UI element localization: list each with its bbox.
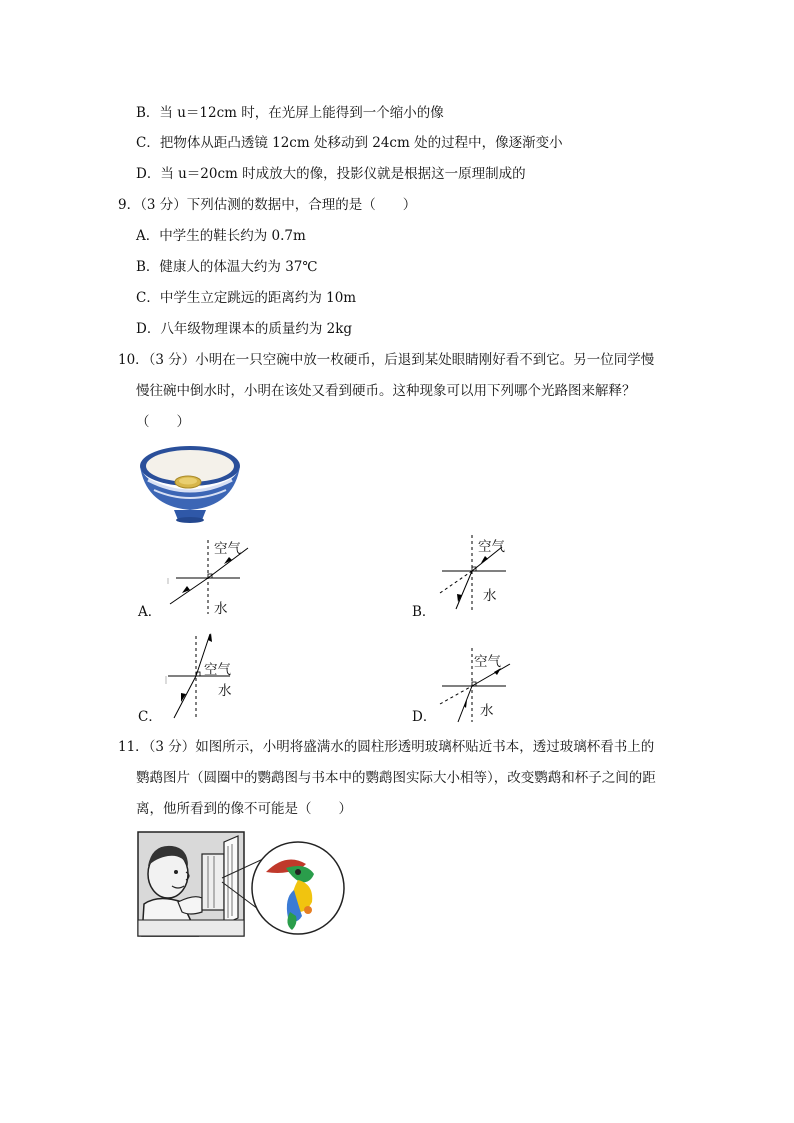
diagram-b-air-label: 空气	[478, 539, 505, 555]
q11-stem-line3: 离，他所看到的像不可能是（ ）	[136, 801, 352, 817]
bowl-coin-image	[138, 444, 242, 524]
diagram-a-water-label: 水	[214, 601, 228, 617]
diagram-b-water-label: 水	[483, 588, 497, 604]
diagram-c-air-label: 空气	[204, 662, 231, 678]
q9-stem: 9．（3 分）下列估测的数据中，合理的是（ ）	[118, 197, 417, 213]
q9-option-b: B．健康人的体温大约为 37℃	[136, 259, 318, 275]
q10-stem-line1: 10．（3 分）小明在一只空碗中放一枚硬币，后退到某处眼睛刚好看不到它。另一位同学慢	[118, 352, 655, 368]
diagram-d-option-label: D．	[412, 709, 437, 725]
q10-stem-line3: （ ）	[136, 414, 190, 430]
diagram-c-option-label: C．	[138, 709, 162, 725]
q11-stem-line2: 鹦鹉图片（圆圈中的鹦鹉图与书本中的鹦鹉图实际大小相等），改变鹦鹉和杯子之间的距	[136, 770, 656, 786]
diagram-d-water-label: 水	[480, 703, 494, 719]
q11-stem-line1: 11．（3 分）如图所示，小明将盛满水的圆柱形透明玻璃杯贴近书本，透过玻璃杯看书上的	[118, 739, 655, 755]
q8-option-d: D．当 u＝20cm 时成放大的像，投影仪就是根据这一原理制成的	[136, 166, 526, 182]
q8-option-b: B．当 u＝12cm 时，在光屏上能得到一个缩小的像	[136, 105, 444, 121]
diagram-d-air-label: 空气	[474, 654, 501, 670]
q9-option-c: C．中学生立定跳远的距离约为 10m	[136, 290, 357, 306]
q10-stem-line2: 慢往碗中倒水时，小明在该处又看到硬币。这种现象可以用下列哪个光路图来解释？	[136, 383, 636, 399]
boy-glass-parrot-image	[138, 832, 348, 938]
diagram-a-option-label: A．	[138, 604, 162, 620]
q9-option-a: A．中学生的鞋长约为 0.7m	[136, 228, 306, 244]
diagram-a-air-label: 空气	[214, 541, 241, 557]
diagram-b-option-label: B．	[412, 604, 436, 620]
q8-option-c: C．把物体从距凸透镜 12cm 处移动到 24cm 处的过程中，像逐渐变小	[136, 135, 563, 151]
diagram-c-water-label: 水	[218, 683, 232, 699]
q9-option-d: D．八年级物理课本的质量约为 2kg	[136, 321, 353, 337]
